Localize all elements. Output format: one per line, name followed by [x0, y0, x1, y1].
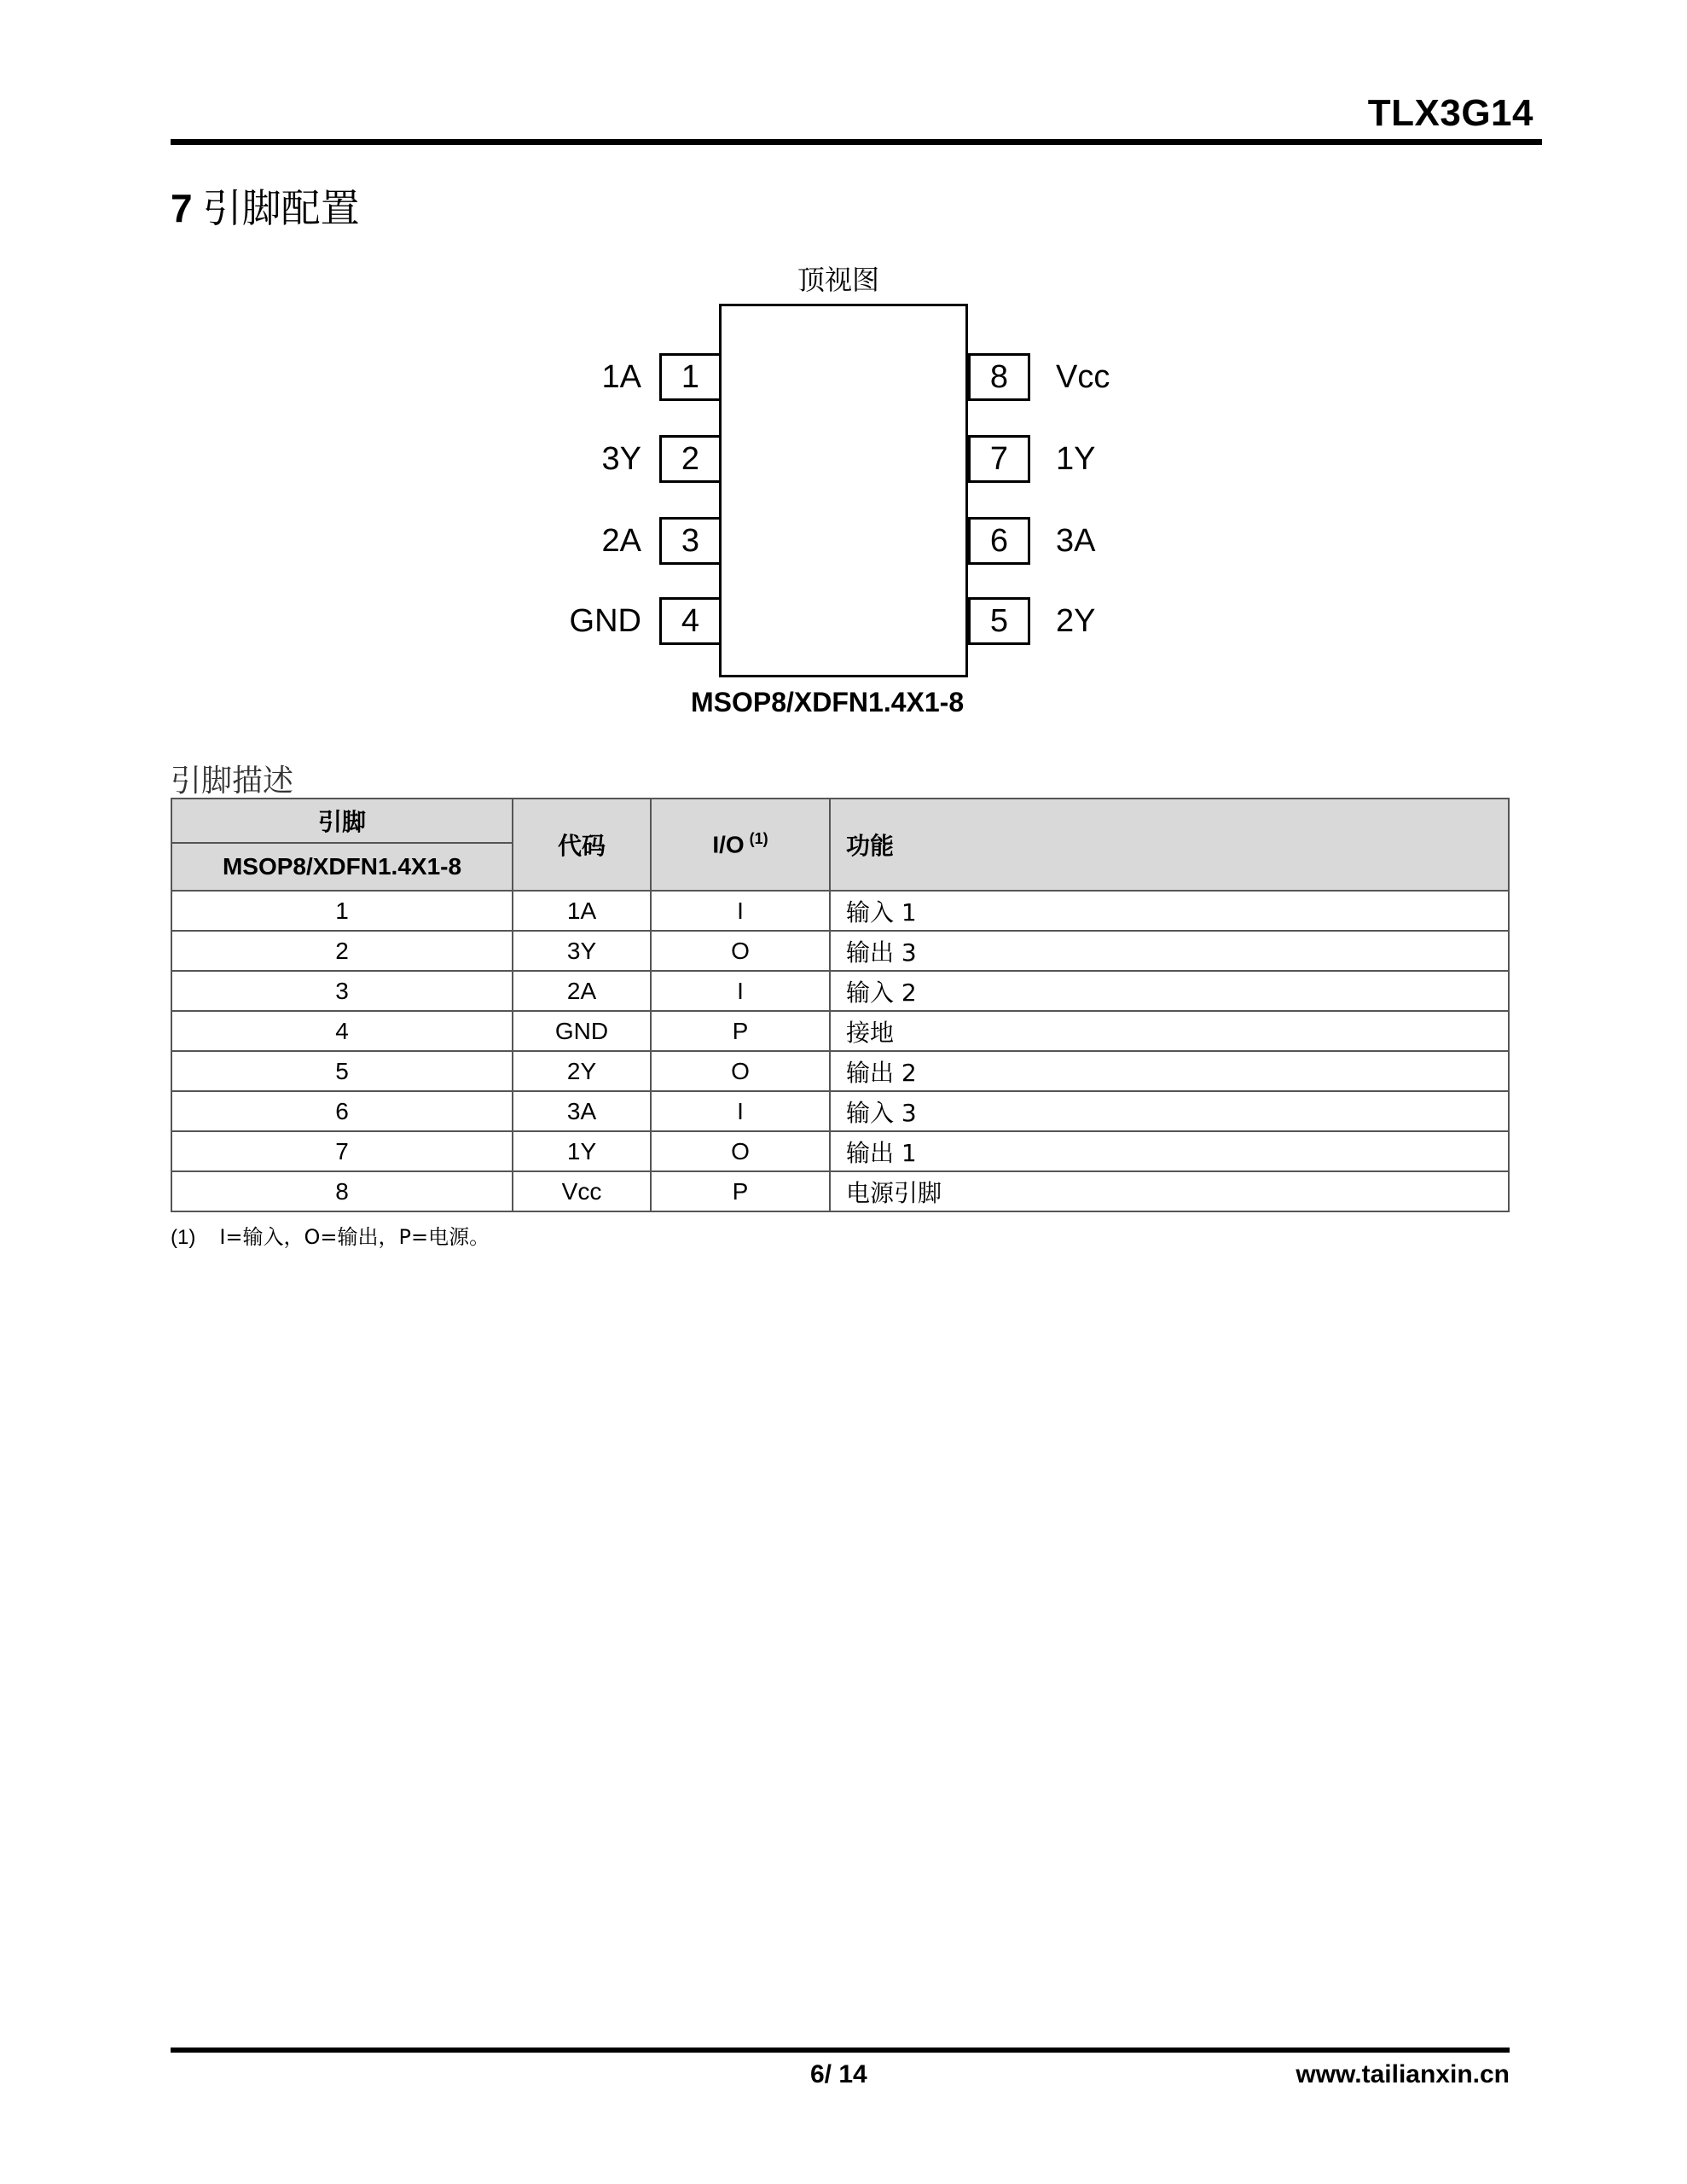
cell-function: 输入 2: [830, 971, 1509, 1011]
cell-code: 1Y: [513, 1131, 651, 1171]
pin-name-6: 3A: [1056, 523, 1096, 559]
pin-name-4: GND: [569, 603, 641, 639]
table-row: [171, 1171, 1509, 1211]
cell-pin: 4: [171, 1011, 513, 1051]
header-function: 功能: [830, 799, 1509, 891]
cell-function: 输出 1: [830, 1131, 1509, 1171]
cell-function: 输出 3: [830, 931, 1509, 971]
table-row: [171, 931, 1509, 971]
pin-box-6: 6: [968, 517, 1030, 565]
pin-name-8: [1056, 356, 1175, 398]
pin-name-2: 3Y: [601, 441, 641, 477]
pin-box-1: 1: [659, 353, 722, 401]
cell-function: 接地: [830, 1011, 1509, 1051]
footer-rule: [171, 2048, 1510, 2053]
cell-function: 输入 3: [830, 1091, 1509, 1131]
cell-code: Vcc: [513, 1171, 651, 1211]
cell-io: O: [651, 1131, 830, 1171]
package-label: MSOP8/XDFN1.4X1-8: [691, 687, 965, 717]
cell-function: 电源引脚: [830, 1171, 1509, 1211]
cell-io: I: [651, 1091, 830, 1131]
cell-code: 2Y: [513, 1051, 651, 1091]
pin-name-8-text: Vcc: [1056, 359, 1110, 395]
cell-io: O: [651, 1051, 830, 1091]
table-footnote: [171, 1220, 490, 1250]
header-io: [651, 799, 830, 891]
cell-code: 1A: [513, 891, 651, 931]
pin-box-2: 2: [659, 435, 722, 483]
table-row: [171, 1051, 1509, 1091]
pin-box-5: 5: [968, 597, 1030, 645]
pin-name-5: 2Y: [1056, 603, 1096, 639]
section-number: 7: [171, 186, 193, 230]
ic-package-body: [719, 304, 968, 677]
pin-name-3: 2A: [601, 523, 641, 559]
cell-code: 3Y: [513, 931, 651, 971]
footnote-text: I=输入，O=输出，P=电源。: [219, 1225, 490, 1249]
top-view-label: 顶视图: [797, 264, 880, 296]
pinout-diagram: [0, 0, 1687, 734]
cell-function: 输入 1: [830, 891, 1509, 931]
website-link[interactable]: www.tailianxin.cn: [1296, 2060, 1510, 2088]
document-title: TLX3G14: [1367, 92, 1533, 134]
cell-io: O: [651, 931, 830, 971]
pin-box-7: 7: [968, 435, 1030, 483]
cell-code: 3A: [513, 1091, 651, 1131]
cell-pin: 6: [171, 1091, 513, 1131]
cell-io: I: [651, 971, 830, 1011]
table-row: [171, 971, 1509, 1011]
header-io-text: I/O: [712, 831, 745, 858]
pin-box-8: 8: [968, 353, 1030, 401]
cell-io: I: [651, 891, 830, 931]
cell-function: 输出 2: [830, 1051, 1509, 1091]
cell-pin: 2: [171, 931, 513, 971]
cell-io: P: [651, 1011, 830, 1051]
pin-name-1: 1A: [601, 359, 641, 395]
table-row: [171, 1011, 1509, 1051]
section-title: 引脚配置: [202, 185, 360, 231]
cell-io: P: [651, 1171, 830, 1211]
cell-code: 2A: [513, 971, 651, 1011]
pin-box-3: 3: [659, 517, 722, 565]
cell-pin: 3: [171, 971, 513, 1011]
table-row: [171, 1131, 1509, 1171]
header-package: MSOP8/XDFN1.4X1-8: [171, 843, 513, 891]
pin-box-4: 4: [659, 597, 722, 645]
table-row: [171, 891, 1509, 931]
cell-code: GND: [513, 1011, 651, 1051]
cell-pin: 7: [171, 1131, 513, 1171]
page-number: 6/ 14: [810, 2060, 867, 2088]
footnote-mark: (1): [171, 1226, 196, 1249]
cell-pin: 1: [171, 891, 513, 931]
pin-description-table: [171, 798, 1510, 1212]
pin-name-7: 1Y: [1056, 441, 1096, 477]
header-pin-group: 引脚: [171, 799, 513, 843]
header-io-note: (1): [749, 830, 768, 848]
cell-pin: 8: [171, 1171, 513, 1211]
cell-pin: 5: [171, 1051, 513, 1091]
header-code: 代码: [513, 799, 651, 891]
table-caption: 引脚描述: [171, 764, 294, 799]
table-row: [171, 1091, 1509, 1131]
